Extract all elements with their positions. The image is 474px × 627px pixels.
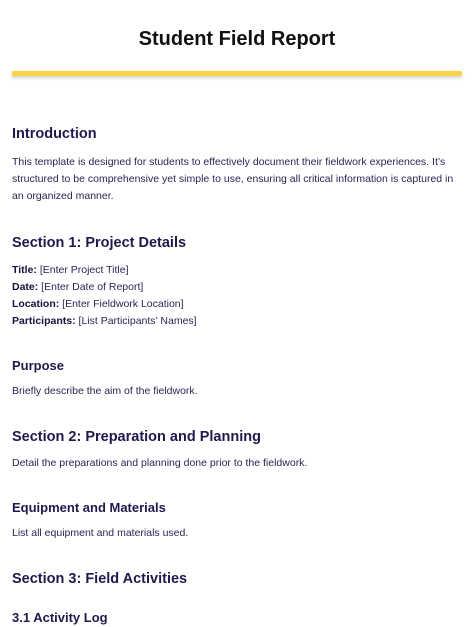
field-label: Location: [12,298,60,310]
field-label: Title: [12,264,37,276]
field-label: Participants: [12,315,76,327]
field-value: [List Participants’ Names] [75,315,197,327]
purpose-heading: Purpose [12,358,65,373]
equipment-heading: Equipment and Materials [12,500,166,515]
document-title: Student Field Report [138,28,336,50]
title-underline [12,71,462,76]
field-value: [Enter Date of Report] [38,281,144,293]
section2-body: Detail the preparations and planning done prior to the fieldwork. [12,457,308,469]
introduction-heading: Introduction [12,126,97,142]
field-value: [Enter Fieldwork Location] [59,298,184,310]
introduction-body: This template is designed for students to effectively document their fieldwork experiences. It’s structured to be comprehensive yet simple to use, ensuring all critical information is captured in an organized manner. [12,156,454,202]
project-details-list [12,262,458,330]
section3-heading: Section 3: Field Activities [12,571,188,587]
section1-heading: Section 1: Project Details [12,235,187,251]
field-label: Date: [12,281,39,293]
section2-heading: Section 2: Preparation and Planning [12,429,261,445]
participants-field [12,313,458,330]
report-content [12,124,458,627]
project-title-field [12,262,458,279]
report-date-field [12,279,458,296]
equipment-body: List all equipment and materials used. [12,527,189,539]
purpose-body: Briefly describe the aim of the fieldwork. [12,385,198,397]
activity-log-heading: 3.1 Activity Log [12,610,108,625]
field-value: [Enter Project Title] [36,264,129,276]
location-field [12,296,458,313]
